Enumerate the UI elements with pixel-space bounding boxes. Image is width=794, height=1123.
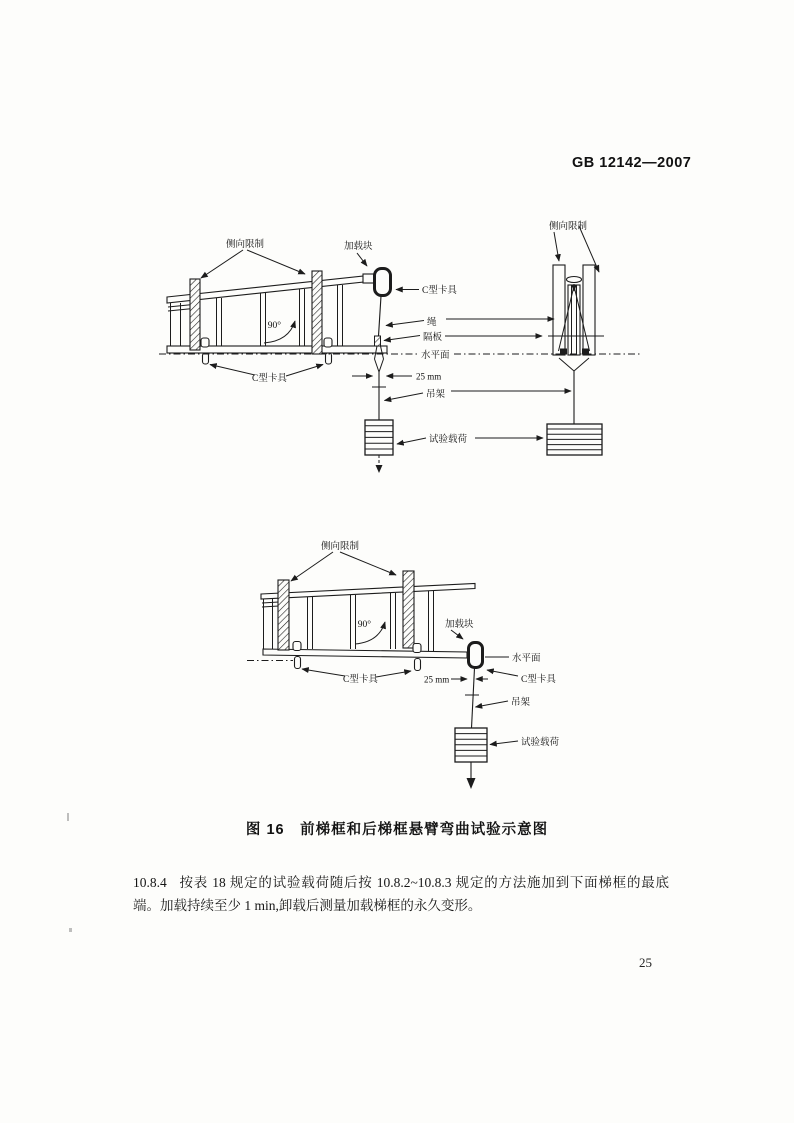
baffle-block [375, 336, 381, 346]
loading-block-end [567, 277, 582, 283]
ladder-end-view [547, 220, 604, 455]
lateral-restraint-post [403, 571, 414, 648]
angle-label: 90° [357, 620, 371, 630]
lateral-restraint-post [583, 265, 595, 355]
lateral-restraint-post [553, 265, 565, 355]
figure-caption: 图 16 前梯框和后梯框悬臂弯曲试验示意图 [245, 822, 549, 838]
diagram-rear-frame-test [245, 530, 565, 792]
ladder-side-view [167, 271, 387, 364]
c-clamp-pin [415, 659, 421, 671]
c-clamp-pin [326, 353, 332, 364]
loading-block-assembly [344, 240, 457, 296]
loading-block [363, 274, 374, 283]
angle-annotation [264, 320, 295, 343]
down-arrow [376, 465, 383, 473]
test-load-label: 试验载荷 [521, 738, 560, 748]
scan-artifact [69, 928, 72, 932]
lateral-restraint-label: 侧向限制 [321, 542, 360, 552]
c-clamp [375, 269, 391, 296]
rope-assembly [455, 668, 487, 789]
baffle-label: 隔板 [423, 333, 443, 343]
test-load-label: 试验载荷 [429, 435, 468, 445]
loading-block-label: 加载块 [344, 242, 373, 252]
standard-number: GB 12142—2007 [572, 155, 692, 171]
rope-label: 绳 [427, 318, 437, 328]
frame-end [568, 285, 580, 355]
level-plane-label: 水平面 [512, 654, 541, 664]
c-clamp-pin [413, 644, 421, 653]
c-clamp-pin [293, 642, 301, 651]
c-clamp-top-label: C型卡具 [422, 286, 457, 296]
down-arrow [467, 778, 476, 789]
loading-block-label: 加载块 [445, 620, 474, 630]
c-clamp-pin [203, 353, 209, 364]
page-number: 25 [639, 955, 652, 970]
rope-assembly [365, 296, 393, 473]
dimension-label: 25 mm [416, 371, 442, 382]
level-plane-label: 水平面 [421, 351, 450, 361]
c-clamp-right-label: C型卡具 [521, 675, 556, 685]
c-clamp-pin [201, 338, 209, 347]
hanger-label: 吊架 [426, 390, 446, 400]
diagram-front-frame-test [155, 212, 645, 474]
lateral-restraint-post [278, 580, 289, 650]
c-clamp-pin [295, 657, 301, 669]
top-rail [261, 584, 475, 600]
lateral-restraint-post [190, 279, 200, 350]
clause-text: 按表 18 规定的试验载荷随后按 10.8.2~10.8.3 规定的方法施加到下面梯框的最底端。加载持续至少 1 min,卸载后测量加载梯框的永久变形。 [133, 875, 669, 913]
clause-number: 10.8.4 [133, 875, 167, 890]
dimension-label: 25 mm [424, 674, 450, 685]
loading-block-assembly [445, 618, 483, 668]
c-clamp-bottom-label: C型卡具 [252, 374, 287, 384]
angle-label: 90° [267, 321, 281, 331]
scan-artifact [67, 813, 69, 821]
hanger-label: 吊架 [511, 698, 531, 708]
lateral-restraint-label: 侧向限制 [226, 240, 265, 250]
c-clamp-left-label: C型卡具 [343, 675, 378, 685]
c-clamp [469, 643, 483, 668]
lateral-restraint-post [312, 271, 322, 354]
diagram2-labels [291, 540, 560, 748]
c-clamp-pin [324, 338, 332, 347]
clause-paragraph [133, 872, 669, 917]
angle-annotation [355, 619, 385, 644]
lateral-restraint-label: 侧向限制 [549, 222, 588, 232]
